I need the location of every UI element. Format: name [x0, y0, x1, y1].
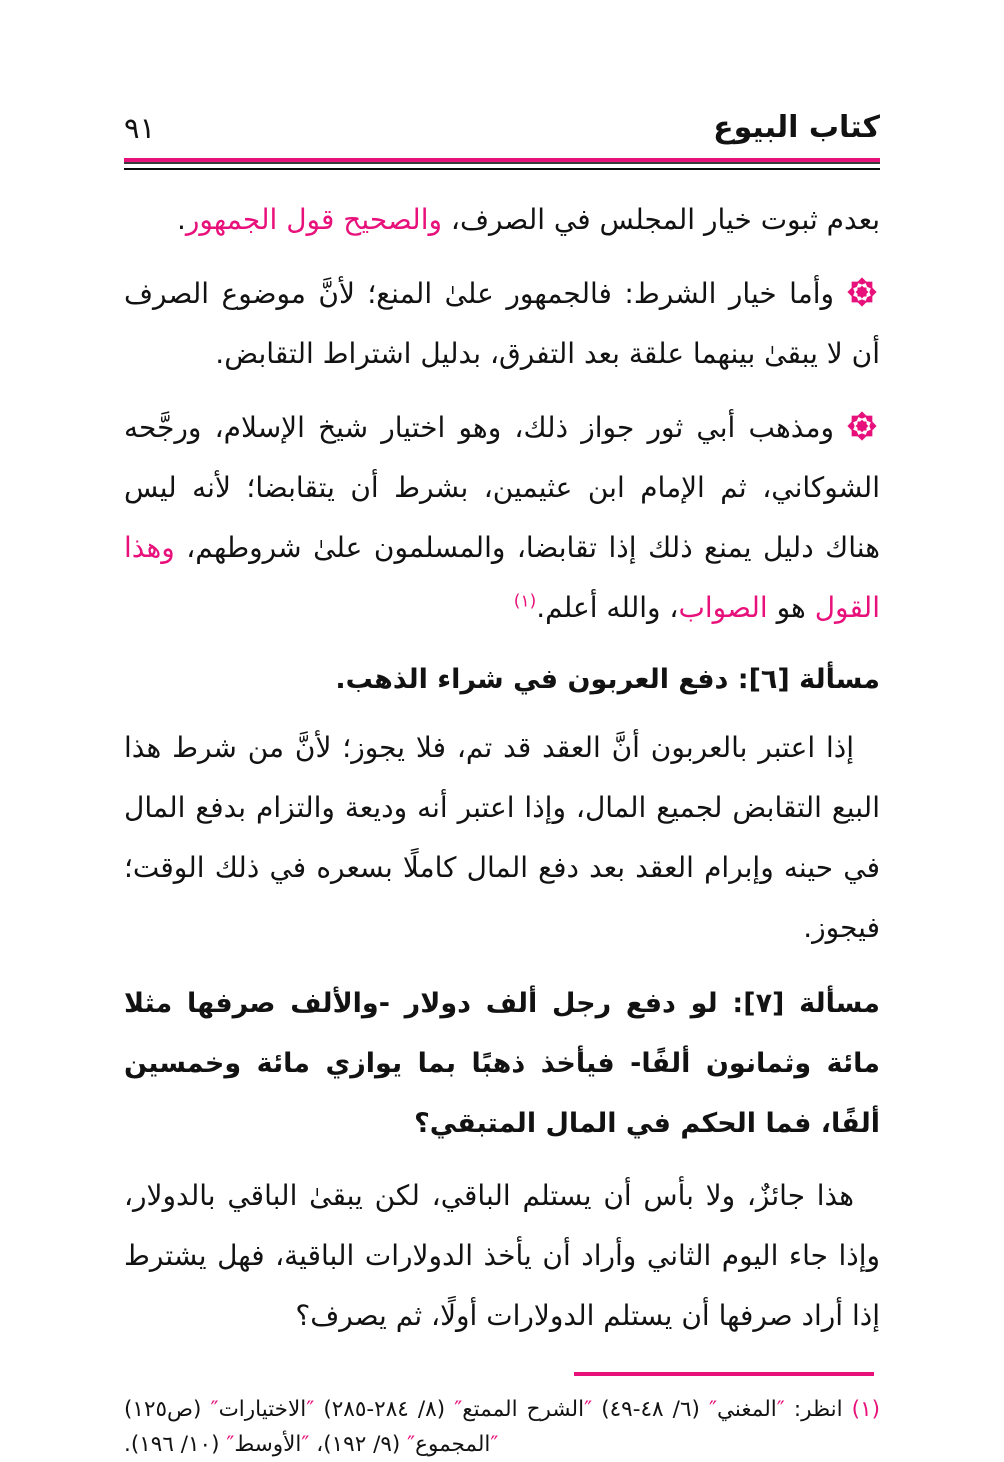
header-rule — [124, 158, 880, 170]
text-segment: . — [176, 203, 186, 236]
text-segment: (ص١٢٥) — [124, 1397, 211, 1422]
footnote-area — [124, 1372, 880, 1462]
paragraph-khiyar-shart — [124, 264, 880, 384]
text-segment: (١) — [851, 1397, 881, 1422]
text-segment: ″ — [708, 1397, 718, 1422]
text-segment: انظر: — [784, 1397, 852, 1422]
text-segment: (٨/ ٢٨٤-٢٨٥) — [314, 1397, 455, 1422]
text-segment: الأوسط — [234, 1432, 302, 1457]
text-segment: مسألة [٧]: لو دفع رجل ألف دولار -والألف صرفها مثلا مائة وثمانون ألفًا- فيأخذ ذهبًا بما يوازي مائة وخمسين ألفًا، فما الحكم في المال المتبقي؟ — [124, 988, 880, 1139]
text-segment: والصحيح قول الجمهور — [185, 203, 443, 236]
text-segment: الصواب — [678, 591, 768, 624]
text-segment: مسألة [٦]: دفع العربون في شراء الذهب. — [335, 664, 880, 695]
page-number: ٩١ — [124, 111, 156, 145]
text-segment: ″ — [306, 1397, 315, 1422]
text-segment: المجموع — [415, 1432, 491, 1457]
text-segment: ″ — [226, 1432, 235, 1457]
text-segment: ″ — [776, 1397, 785, 1422]
paragraph-answer-7 — [124, 1166, 880, 1346]
text-segment: (١٠/ ١٩٦). — [124, 1432, 227, 1457]
rosette-bullet-icon — [844, 408, 880, 444]
text-segment: المغني — [717, 1397, 777, 1422]
text-segment: ″ — [454, 1397, 463, 1422]
text-segment: ″ — [301, 1432, 310, 1457]
footnote-line-2 — [124, 1427, 880, 1462]
text-segment: (٩/ ١٩٢)، — [309, 1432, 408, 1457]
text-segment: هذا جائزٌ، ولا بأس أن يستلم الباقي، لكن يبقىٰ الباقي بالدولار، وإذا جاء اليوم الثاني وأراد أن يأخذ الدولارات الباقية، فهل يشترط إذا أراد صرفها أن يستلم الدولارات أولًا، ثم يصرف؟ — [124, 1179, 880, 1332]
paragraph-intro — [124, 190, 880, 250]
paragraph-text — [124, 277, 880, 370]
text-segment: الاختيارات — [218, 1397, 307, 1422]
text-segment: ، والله أعلم. — [536, 591, 679, 624]
text-segment: وأما خيار الشرط: فالجمهور علىٰ المنع؛ لأنَّ موضوع الصرف أن لا يبقىٰ بينهما علقة بعد التفرق، بدليل اشتراط التقابض. — [124, 277, 880, 370]
text-segment: ″ — [584, 1397, 593, 1422]
text-segment: ومذهب أبي ثور جواز ذلك، وهو اختيار شيخ الإسلام، ورجَّحه الشوكاني، ثم الإمام ابن عثيمين، بشرط أن يتقابضا؛ لأنه ليس هناك دليل يمنع ذلك إذا تقابضا، والمسلمون علىٰ شروطهم، — [124, 411, 880, 564]
text-segment: (٦/ ٤٨-٤٩) — [592, 1397, 709, 1422]
section-heading-7 — [124, 974, 880, 1154]
paragraph-madhhab-abi-thawr — [124, 398, 880, 638]
paragraph-arbun-ruling — [124, 718, 880, 958]
footnote-line-1 — [124, 1392, 880, 1427]
text-segment: ″ — [407, 1432, 416, 1457]
book-title: كتاب البيوع — [713, 110, 880, 145]
section-heading-6 — [124, 654, 880, 706]
text-segment: إذا اعتبر بالعربون أنَّ العقد قد تم، فلا يجوز؛ لأنَّ من شرط هذا البيع التقابض لجميع المال، وإذا اعتبر أنه وديعة والتزام بدفع المال في حينه وإبرام العقد بعد دفع المال كاملًا بسعره في ذلك الوقت؛ فيجوز. — [124, 731, 880, 944]
header-rule-black-line — [124, 168, 880, 170]
text-segment: ″ — [490, 1432, 499, 1457]
text-segment: (١) — [513, 591, 537, 612]
text-segment: ″ — [210, 1397, 219, 1422]
text-segment: هو — [767, 591, 815, 624]
rosette-bullet-icon — [844, 274, 880, 310]
footnote-separator-rule — [574, 1372, 874, 1376]
paragraph-text — [124, 411, 880, 624]
page-header — [124, 108, 880, 148]
text-segment: الشرح الممتع — [462, 1397, 585, 1422]
text-segment: بعدم ثبوت خيار المجلس في الصرف، — [442, 203, 880, 236]
text-segment: وهذا القول — [124, 531, 880, 624]
